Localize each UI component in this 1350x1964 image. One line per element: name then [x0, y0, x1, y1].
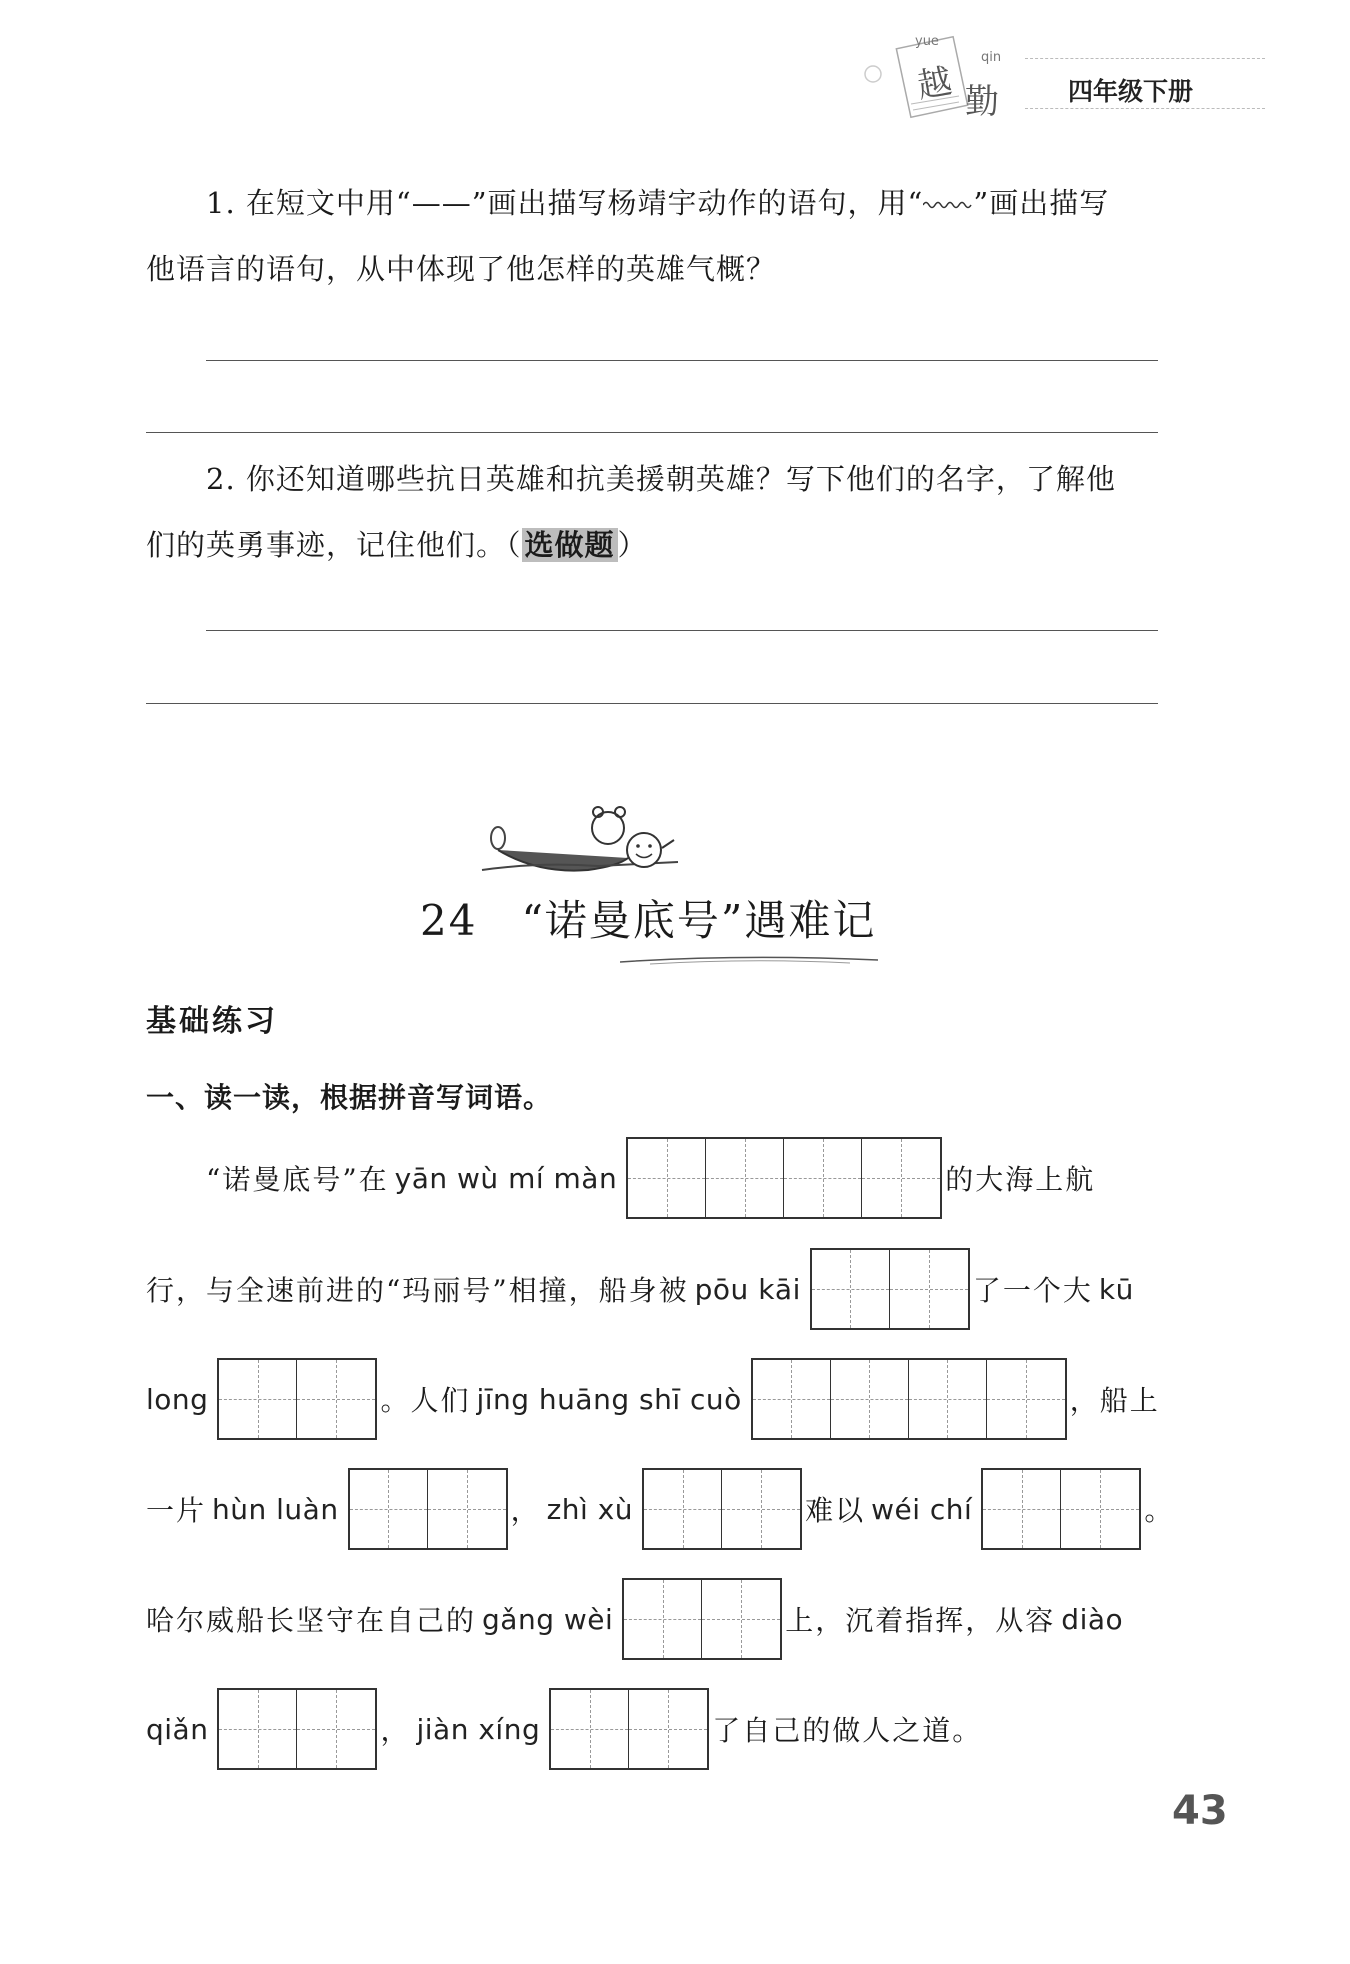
- logo-char-yue: 越: [914, 61, 955, 107]
- lesson-name: “诺曼底号”遇难记: [521, 896, 877, 945]
- optional-tag: 选做题: [522, 528, 618, 562]
- title-underline-swash-icon: [620, 952, 880, 966]
- answer-line-q1-1[interactable]: [206, 360, 1158, 361]
- pinyin-pou-kai: pōu kāi: [694, 1272, 801, 1306]
- q2-text-line2: 们的英勇事迹，记住他们。（: [146, 528, 522, 562]
- fill-row-2: [146, 1248, 1166, 1330]
- pinyin-long: long: [146, 1382, 209, 1416]
- answer-grid-jing-huang-shi-cuo[interactable]: [751, 1358, 1067, 1440]
- row4-text-c: 难以: [805, 1494, 866, 1527]
- fill-row-6: [146, 1688, 1166, 1770]
- pinyin-diao: diào: [1061, 1602, 1124, 1636]
- pinyin-jing-huang-shi-cuo: jīng huāng shī cuò: [476, 1382, 742, 1416]
- row6-text-b: 了自己的做人之道。: [712, 1714, 983, 1747]
- answer-grid-jian-xing[interactable]: [549, 1688, 709, 1770]
- q1-text-line2: 他语言的语句，从中体现了他怎样的英雄气概？: [146, 252, 777, 286]
- children-illustration-icon: [478, 800, 698, 900]
- page-number: 43: [1172, 1788, 1228, 1834]
- row4-text-a: 一片: [146, 1494, 207, 1527]
- header-rule-bottom: [1025, 108, 1265, 109]
- instruction-1: 一、读一读，根据拼音写词语。: [146, 1081, 553, 1114]
- pinyin-qian: qiǎn: [146, 1712, 209, 1746]
- q1-text-prefix: 1. 在短文中用“——”画出描写杨靖宇动作的语句，用“: [206, 186, 924, 220]
- section-title: 基础练习: [146, 1004, 278, 1039]
- row5-text-a: 哈尔威船长坚守在自己的: [146, 1604, 477, 1637]
- answer-grid-zhi-xu[interactable]: [642, 1468, 802, 1550]
- row2-text-a: 行，与全速前进的“玛丽号”相撞，船身被: [146, 1274, 689, 1307]
- answer-grid-yan-wu-mi-man[interactable]: [626, 1137, 942, 1219]
- answer-line-q2-1[interactable]: [206, 630, 1158, 631]
- pinyin-gang-wei: gǎng wèi: [482, 1602, 614, 1636]
- lesson-number: 24: [420, 896, 478, 945]
- question-2: [146, 446, 1166, 578]
- row1-text-a: “诺曼底号”在: [206, 1163, 389, 1196]
- row5-text-b: 上，沉着指挥，从容: [785, 1604, 1056, 1637]
- pinyin-hun-luan: hùn luàn: [212, 1492, 339, 1526]
- pinyin-yan-wu-mi-man: yān wù mí màn: [394, 1161, 618, 1195]
- answer-grid-ku-long[interactable]: [217, 1358, 377, 1440]
- grade-label: 四年级下册: [1068, 77, 1194, 106]
- row3-text-b: ，船上: [1069, 1384, 1160, 1417]
- row4-text-b: ，: [510, 1494, 541, 1527]
- wavy-line-icon: [923, 198, 973, 212]
- answer-grid-wei-chi[interactable]: [981, 1468, 1141, 1550]
- lesson-title: [420, 888, 876, 948]
- logo-char-qin: 勤: [965, 82, 999, 122]
- pinyin-wei-chi: wéi chí: [871, 1492, 973, 1526]
- row4-text-d: 。: [1144, 1494, 1175, 1527]
- fill-row-3: [146, 1358, 1166, 1440]
- answer-grid-diao-qian[interactable]: [217, 1688, 377, 1770]
- row6-text-a: ，: [380, 1714, 411, 1747]
- question-1: [146, 170, 1166, 302]
- header-rule-top: [1025, 58, 1265, 59]
- q2-text-line2-end: ）: [617, 528, 648, 562]
- q1-text-suffix: ”画出描写: [973, 186, 1110, 220]
- logo-pinyin-qin: qin: [981, 50, 1002, 65]
- fill-row-1: [146, 1137, 1166, 1219]
- brand-logo: [855, 22, 1015, 132]
- answer-grid-hun-luan[interactable]: [348, 1468, 508, 1550]
- answer-grid-gang-wei[interactable]: [622, 1578, 782, 1660]
- answer-line-q2-2[interactable]: [146, 703, 1158, 704]
- answer-line-q1-2[interactable]: [146, 432, 1158, 433]
- row2-text-b: 了一个大: [972, 1274, 1093, 1307]
- fill-row-4: [146, 1468, 1175, 1550]
- row1-text-b: 的大海上航: [945, 1163, 1096, 1196]
- logo-pinyin-yue: yue: [915, 34, 939, 49]
- fill-row-5: [146, 1578, 1166, 1660]
- pinyin-jian-xing: jiàn xíng: [416, 1712, 541, 1746]
- pinyin-zhi-xu: zhì xù: [546, 1492, 634, 1526]
- row3-text-a: 。人们: [380, 1384, 471, 1417]
- pinyin-ku: kū: [1098, 1272, 1134, 1306]
- answer-grid-pou-kai[interactable]: [810, 1248, 970, 1330]
- q2-text-line1: 2. 你还知道哪些抗日英雄和抗美援朝英雄？写下他们的名字，了解他: [206, 462, 1116, 496]
